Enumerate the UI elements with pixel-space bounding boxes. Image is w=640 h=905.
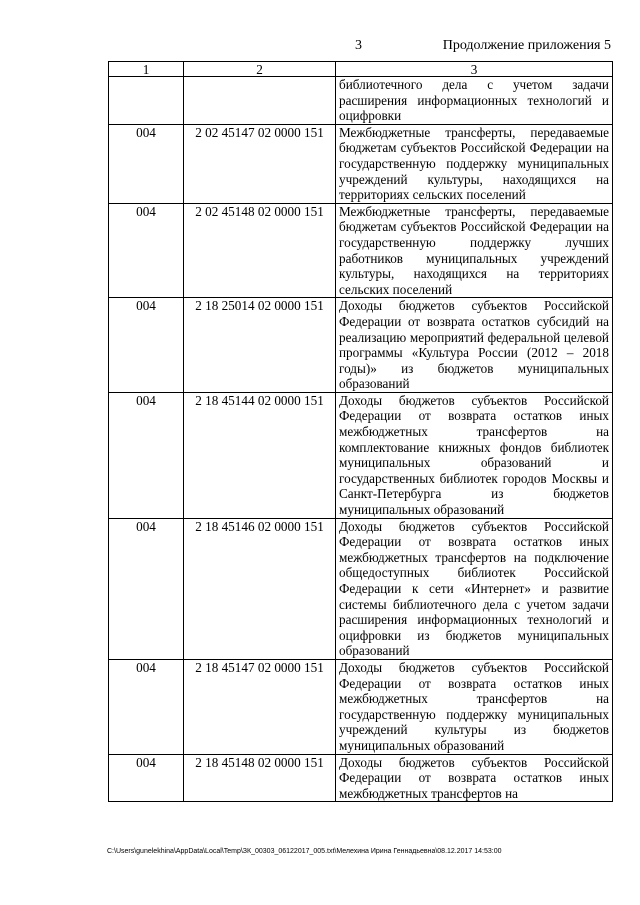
income-description-cell: Доходы бюджетов субъектов Российской Федерации от возврата остатков иных межбюджетных трансфертов на — [336, 754, 613, 802]
administrator-code-cell: 004 — [109, 754, 184, 802]
column-number-1: 1 — [109, 62, 184, 77]
table-row — [109, 754, 613, 802]
administrator-code-cell: 004 — [109, 124, 184, 203]
income-description-cell: Доходы бюджетов субъектов Российской Федерации от возврата остатков субсидий на реализацию мероприятий федеральной целевой программы «Культура России (2012 – 2018 годы)» из бюджетов муниципальных образований — [336, 298, 613, 393]
column-number-2: 2 — [184, 62, 336, 77]
administrator-code-cell: 004 — [109, 392, 184, 518]
table-row — [109, 77, 613, 125]
file-path-footer: C:\Users\gunelekhina\AppData\Local\Temp\ЗК_00303_06122017_005.txt\Мелехина Ирина Геннадьевна\08.12.2017 14:53:00 — [107, 848, 502, 855]
income-description-cell: Межбюджетные трансферты, передаваемые бюджетам субъектов Российской Федерации на государственную поддержку лучших работников муниципальных учреждений культуры, находящихся на территориях сельских поселений — [336, 203, 613, 298]
column-number-row — [109, 62, 613, 77]
table-row — [109, 298, 613, 393]
continuation-label: Продолжение приложения 5 — [442, 38, 611, 53]
administrator-code-cell: 004 — [109, 298, 184, 393]
budget-classification-code-cell: 2 18 45144 02 0000 151 — [184, 392, 336, 518]
table-row — [109, 203, 613, 298]
revenue-table — [108, 61, 613, 802]
income-description-cell: Доходы бюджетов субъектов Российской Федерации от возврата остатков иных межбюджетных трансфертов на подключение общедоступных библиотек Российской Федерации к сети «Интернет» и развитие системы библиотечного дела с учетом задачи расширения информационных технологий и оцифровки из бюджетов муниципальных образований — [336, 518, 613, 659]
income-description-cell: Доходы бюджетов субъектов Российской Федерации от возврата остатков иных межбюджетных трансфертов на комплектование книжных фондов библиотек муниципальных образований и государственных библиотек городов Москвы и Санкт-Петербурга из бюджетов муниципальных образований — [336, 392, 613, 518]
administrator-code-cell: 004 — [109, 203, 184, 298]
table-row — [109, 659, 613, 754]
table-row — [109, 392, 613, 518]
income-description-cell: библиотечного дела с учетом задачи расширения информационных технологий и оцифровки — [336, 77, 613, 125]
page-number: 3 — [355, 38, 362, 53]
income-description-cell: Межбюджетные трансферты, передаваемые бюджетам субъектов Российской Федерации на государственную поддержку муниципальных учреждений культуры, находящихся на территориях сельских поселений — [336, 124, 613, 203]
column-number-3: 3 — [336, 62, 613, 77]
budget-classification-code-cell: 2 02 45148 02 0000 151 — [184, 203, 336, 298]
budget-classification-code-cell: 2 02 45147 02 0000 151 — [184, 124, 336, 203]
administrator-code-cell: 004 — [109, 659, 184, 754]
budget-classification-code-cell: 2 18 45147 02 0000 151 — [184, 659, 336, 754]
budget-classification-code-cell — [184, 77, 336, 125]
table-row — [109, 518, 613, 659]
budget-classification-code-cell: 2 18 25014 02 0000 151 — [184, 298, 336, 393]
table-row — [109, 124, 613, 203]
budget-classification-code-cell: 2 18 45148 02 0000 151 — [184, 754, 336, 802]
income-description-cell: Доходы бюджетов субъектов Российской Федерации от возврата остатков иных межбюджетных трансфертов на государственную поддержку муниципальных учреждений культуры из бюджетов муниципальных образований — [336, 659, 613, 754]
administrator-code-cell: 004 — [109, 518, 184, 659]
administrator-code-cell — [109, 77, 184, 125]
budget-classification-code-cell: 2 18 45146 02 0000 151 — [184, 518, 336, 659]
